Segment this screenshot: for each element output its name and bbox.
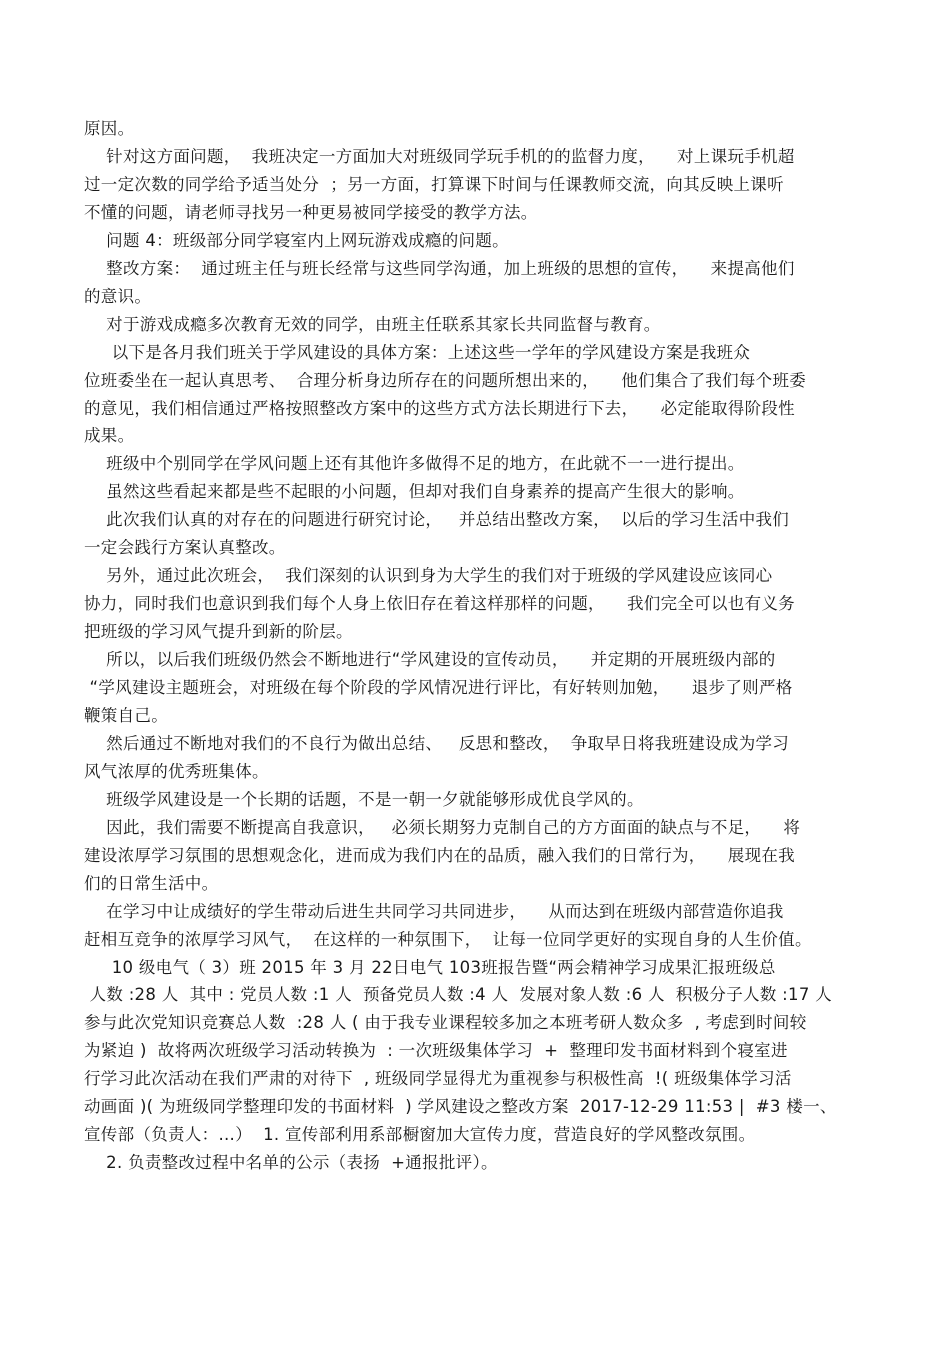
text-line: 10 级电气（ 3）班 2015 年 3 月 22日电气 103班报告暨“两会精神学习成果汇报班级总 xyxy=(84,957,776,977)
text-line: 然后通过不断地对我们的不良行为做出总结、 反思和整改， 争取早日将我班建设成为学习 xyxy=(84,733,790,753)
text-line: 为紧迫 ) 故将两次班级学习活动转换为 : 一次班级集体学习 + 整理印发书面材料到个寝室进 xyxy=(84,1041,788,1061)
text-line: 人数 :28 人 其中 : 党员人数 :1 人 预备党员人数 :4 人 发展对象人数 :6 人 积极分子人数 :17 人 xyxy=(84,985,832,1005)
text-line: 宣传部（负责人：…） 1. 宣传部利用系部橱窗加大宣传力度，营造良好的学风整改氛围。 xyxy=(84,1125,756,1145)
text-line: 的意识。 xyxy=(84,286,152,306)
text-line: 不懂的问题，请老师寻找另一种更易被同学接受的教学方法。 xyxy=(84,202,538,222)
text-line: 一定会践行方案认真整改。 xyxy=(84,538,286,558)
text-line: 风气浓厚的优秀班集体。 xyxy=(84,761,269,781)
text-line: 班级学风建设是一个长期的话题，不是一朝一夕就能够形成优良学风的。 xyxy=(84,789,644,809)
text-line: 行学习此次活动在我们严肃的对待下 , 班级同学显得尤为重视参与积极性高 !( 班级集体学习活 xyxy=(84,1069,792,1089)
text-line: 过一定次数的同学给予适当处分 ；另一方面，打算课下时间与任课教师交流，向其反映上课听 xyxy=(84,174,784,194)
text-line: 成果。 xyxy=(84,426,135,446)
text-line: 的意见，我们相信通过严格按照整改方案中的这些方式方法长期进行下去， 必定能取得阶段性 xyxy=(84,398,795,418)
text-line: 针对这方面问题， 我班决定一方面加大对班级同学玩手机的的监督力度， 对上课玩手机超 xyxy=(84,146,795,166)
text-line: 赶相互竞争的浓厚学习风气， 在这样的一种氛围下， 让每一位同学更好的实现自身的人生价值。 xyxy=(84,929,812,949)
text-line: 位班委坐在一起认真思考、 合理分析身边所存在的问题所想出来的， 他们集合了我们每个班委 xyxy=(84,370,807,390)
text-line: 参与此次党知识竞赛总人数 :28 人 ( 由于我专业课程较多加之本班考研人数众多 , 考虑到时间较 xyxy=(84,1013,807,1033)
text-line: 2. 负责整改过程中名单的公示（表扬 +通报批评）。 xyxy=(84,1153,498,1173)
text-line: 在学习中让成绩好的学生带动后进生共同学习共同进步， 从而达到在班级内部营造你追我 xyxy=(84,901,784,921)
text-line: 问题 4：班级部分同学寝室内上网玩游戏成瘾的问题。 xyxy=(84,230,509,250)
text-line: 把班级的学习风气提升到新的阶层。 xyxy=(84,622,353,642)
text-line: 班级中个别同学在学风问题上还有其他许多做得不足的地方，在此就不一一进行提出。 xyxy=(84,454,745,474)
text-line: 对于游戏成瘾多次教育无效的同学，由班主任联系其家长共同监督与教育。 xyxy=(84,314,661,334)
text-line: 整改方案： 通过班主任与班长经常与这些同学沟通，加上班级的思想的宣传， 来提高他们 xyxy=(84,258,795,278)
text-line: 协力，同时我们也意识到我们每个人身上依旧存在着这样那样的问题， 我们完全可以也有义务 xyxy=(84,594,795,614)
text-line: 们的日常生活中。 xyxy=(84,873,219,893)
text-line: 所以，以后我们班级仍然会不断地进行“学风建设的宣传动员， 并定期的开展班级内部的 xyxy=(84,650,776,670)
text-line: 另外，通过此次班会， 我们深刻的认识到身为大学生的我们对于班级的学风建设应该同心 xyxy=(84,566,773,586)
text-line: 动画面 )( 为班级同学整理印发的书面材料 ) 学风建设之整改方案 2017-12-29 11:53 | #3 楼一、 xyxy=(84,1097,837,1117)
text-line: 原因。 xyxy=(84,119,135,138)
text-line: 建设浓厚学习氛围的思想观念化，进而成为我们内在的品质，融入我们的日常行为， 展现在我 xyxy=(84,845,795,865)
text-line: 虽然这些看起来都是些不起眼的小问题，但却对我们自身素养的提高产生很大的影响。 xyxy=(84,482,745,502)
text-line: 此次我们认真的对存在的问题进行研究讨论， 并总结出整改方案， 以后的学习生活中我们 xyxy=(84,510,790,530)
text-line: “学风建设主题班会，对班级在每个阶段的学风情况进行评比，有好转则加勉， 退步了则严格 xyxy=(84,678,793,697)
text-line: 因此，我们需要不断提高自我意识， 必须长期努力克制自己的方方面面的缺点与不足， 将 xyxy=(84,817,801,837)
text-line: 鞭策自己。 xyxy=(84,705,168,725)
text-line: 以下是各月我们班关于学风建设的具体方案：上述这些一学年的学风建设方案是我班众 xyxy=(84,342,751,362)
